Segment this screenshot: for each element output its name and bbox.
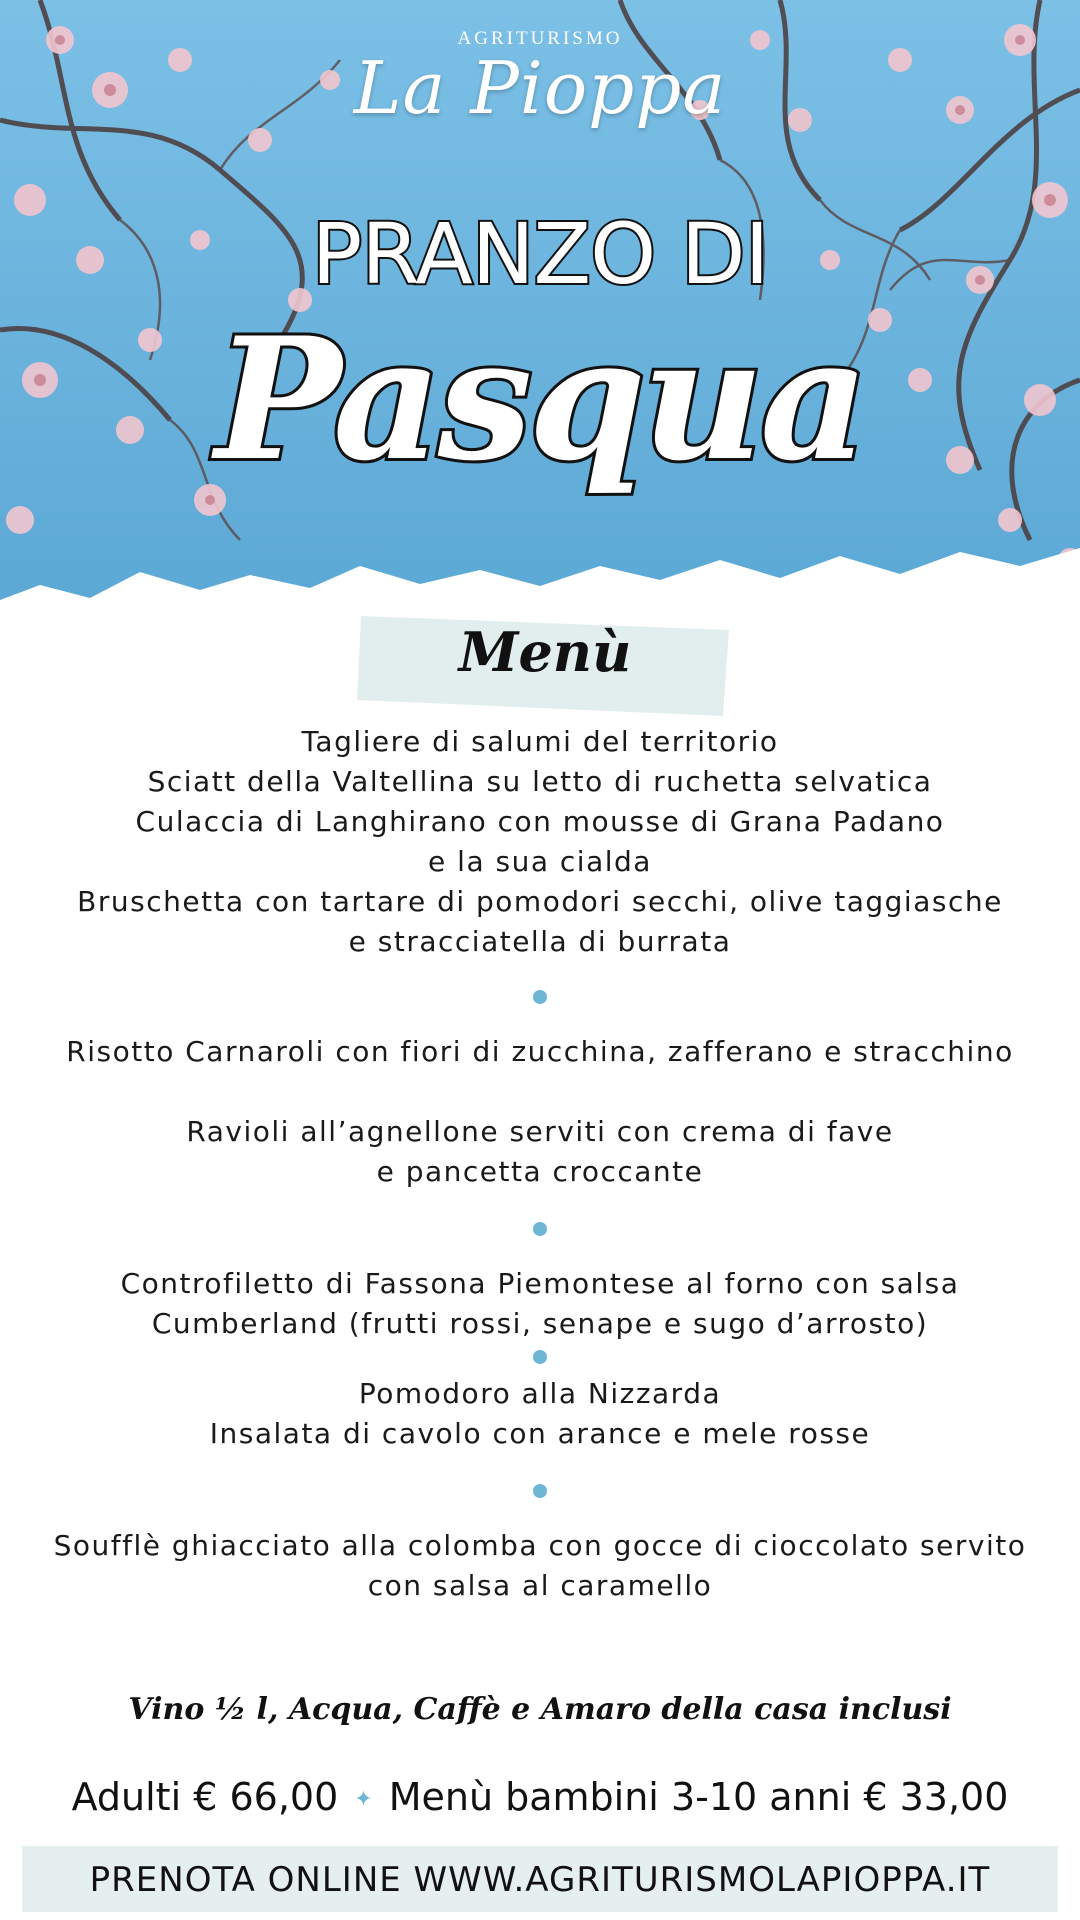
menu-item: Bruschetta con tartare di pomodori secchi, olive taggiasche [77,885,1003,918]
menu-item: e stracciatella di burrata [348,925,732,958]
separator-dot [533,1350,547,1364]
menu-item: Insalata di cavolo con arance e mele rosse [209,1417,871,1450]
menu-item: con salsa al caramello [367,1569,713,1602]
menu-item: Cumberland (frutti rossi, senape e sugo d’arrosto) [151,1307,929,1340]
course-section-primi [0,1032,1080,1192]
sparkle-icon: ✦ [354,1787,373,1812]
menu-heading: Menù [458,620,632,684]
price-adults: Adulti € 66,00 [71,1775,339,1819]
title-pasqua: Pasqua [215,300,865,498]
menu-item: Controfiletto di Fassona Piemontese al forno con salsa [120,1267,960,1300]
course-section-antipasti [0,722,1080,962]
course-section-contorni [0,1374,1080,1454]
title-pranzo-di: PRANZO DI [311,205,769,303]
prices-line [0,1775,1080,1819]
menu-item: Risotto Carnaroli con fiori di zucchina, zafferano e stracchino [66,1035,1014,1068]
separator-dot [533,1484,547,1498]
booking-link[interactable]: PRENOTA ONLINE WWW.AGRITURISMOLAPIOPPA.IT [89,1860,991,1900]
price-children: Menù bambini 3-10 anni € 33,00 [388,1775,1009,1819]
menu-item: Soufflè ghiacciato alla colomba con gocce di cioccolato servito [53,1529,1027,1562]
menu-item: Ravioli all’agnellone serviti con crema di fave [186,1115,894,1148]
included-note: Vino ½ l, Acqua, Caffè e Amaro della casa inclusi [128,1692,952,1727]
course-section-secondi [0,1264,1080,1344]
course-section-dolce [0,1526,1080,1606]
menu-item: Sciatt della Valtellina su letto di ruchetta selvatica [147,765,933,798]
menu-item: Culaccia di Langhirano con mousse di Grana Padano [135,805,945,838]
menu-item: e la sua cialda [428,845,652,878]
menu-item: e pancetta croccante [376,1155,704,1188]
separator-dot [533,990,547,1004]
menu-item: Tagliere di salumi del territorio [301,725,779,758]
logo-subtitle: AGRITURISMO [457,28,623,49]
menu-item: Pomodoro alla Nizzarda [358,1377,722,1410]
logo-name: La Pioppa [353,46,727,130]
menu-courses [0,722,1080,1606]
separator-dot [533,1222,547,1236]
